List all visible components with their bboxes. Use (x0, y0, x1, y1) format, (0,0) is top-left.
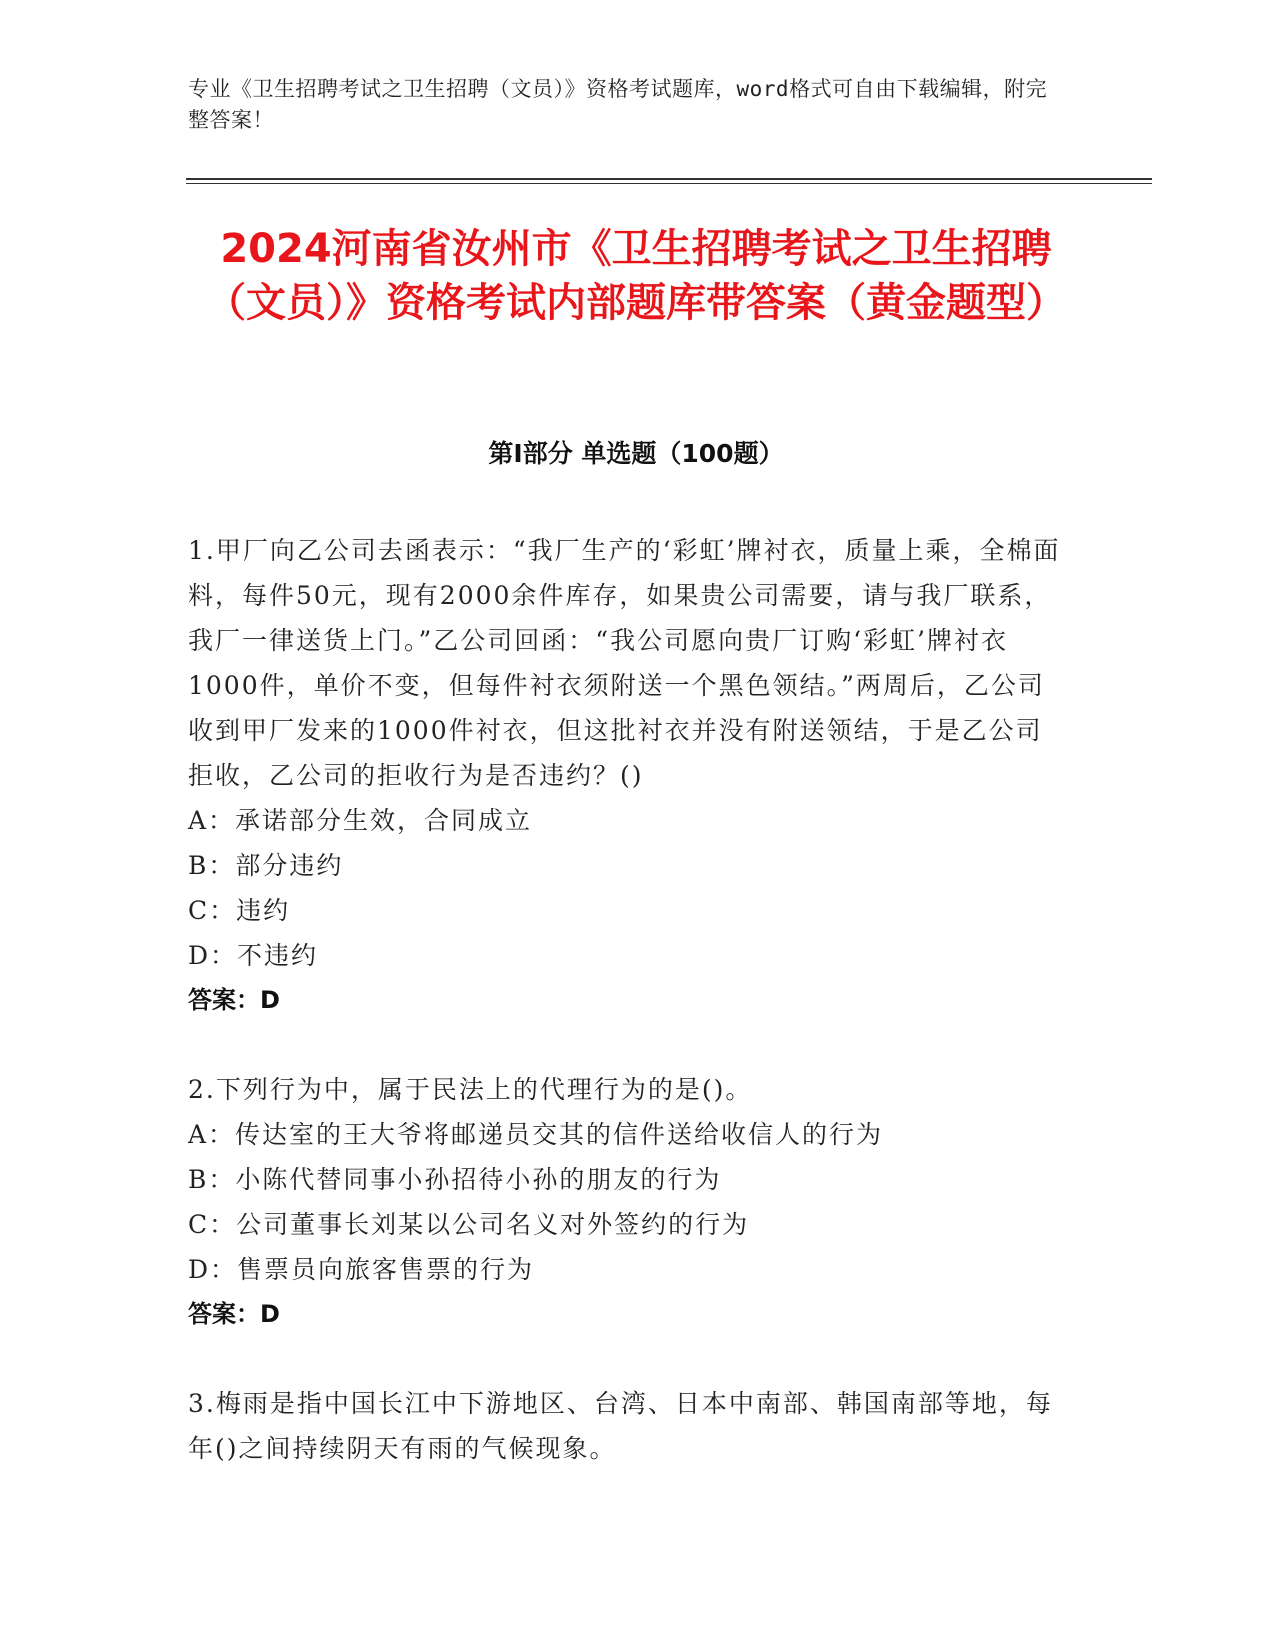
option-a: A：传达室的王大爷将邮递员交其的信件送给收信人的行为 (188, 1120, 884, 1149)
section-title: 第Ⅰ部分 单选题（100题） (488, 439, 784, 468)
option-a: A：承诺部分生效，合同成立 (188, 806, 533, 835)
header-divider-thin (186, 183, 1152, 184)
answer-line: 答案：D (188, 1300, 280, 1328)
option-d: D：不违约 (188, 941, 319, 970)
question-3 (188, 1381, 1068, 1471)
option-c: C：违约 (188, 896, 291, 925)
question-list (188, 528, 1068, 1515)
question-2 (188, 1067, 1068, 1337)
option-c: C：公司董事长刘某以公司名义对外签约的行为 (188, 1210, 750, 1239)
question-stem: 3.梅雨是指中国长江中下游地区、台湾、日本中南部、韩国南部等地，每年()之间持续阴天有雨的气候现象。 (188, 1389, 1053, 1463)
option-d: D：售票员向旅客售票的行为 (188, 1255, 535, 1284)
answer-line: 答案：D (188, 986, 280, 1014)
header-divider (186, 178, 1152, 180)
question-stem: 2.下列行为中，属于民法上的代理行为的是()。 (188, 1075, 753, 1104)
option-b: B：部分违约 (188, 851, 344, 880)
document-title: 2024河南省汝州市《卫生招聘考试之卫生招聘（文员）》资格考试内部题库带答案（黄金题型） (206, 226, 1066, 326)
header-note: 专业《卫生招聘考试之卫生招聘（文员）》资格考试题库，word格式可自由下载编辑，附完整答案！ (188, 77, 1048, 132)
question-1 (188, 528, 1068, 1023)
question-stem: 1.甲厂向乙公司去函表示：“我厂生产的‘彩虹’牌衬衣，质量上乘，全棉面料，每件50元，现有2000余件库存，如果贵公司需要，请与我厂联系，我厂一律送货上门。”乙公司回函：“我公司愿向贵厂订购‘彩虹’牌衬衣1000件，单价不变，但每件衬衣须附送一个黑色领结。”两周后，乙公司收到甲厂发来的1000件衬衣，但这批衬衣并没有附送领结，于是乙公司拒收，乙公司的拒收行为是否违约？() (188, 536, 1061, 790)
option-b: B：小陈代替同事小孙招待小孙的朋友的行为 (188, 1165, 722, 1194)
